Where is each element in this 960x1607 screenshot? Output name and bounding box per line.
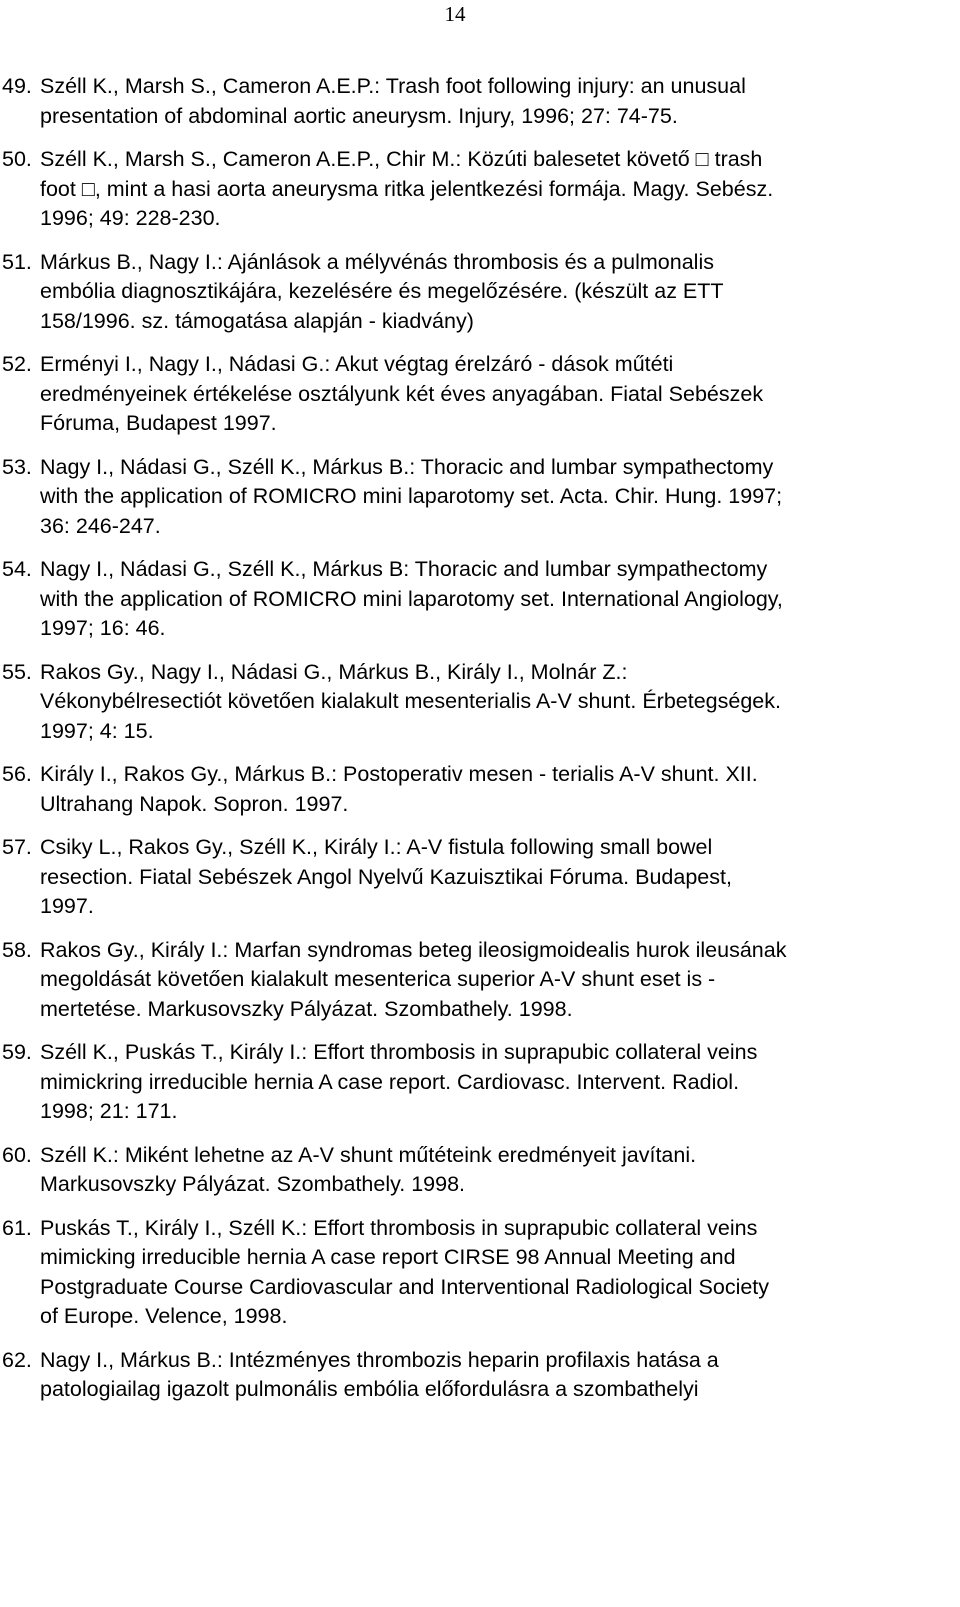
reference-item: [0, 72, 960, 131]
reference-item: [0, 1346, 960, 1405]
reference-text-line: Fóruma, Budapest 1997.: [40, 411, 277, 435]
reference-text-line: Király I., Rakos Gy., Márkus B.: Postoperativ mesen - terialis A-V shunt. XII.: [40, 762, 758, 786]
reference-item: [0, 658, 960, 747]
reference-number: 53.: [2, 454, 32, 479]
reference-number: 49.: [2, 74, 32, 98]
reference-text-line: 36: 246-247.: [40, 513, 161, 538]
reference-number: 59.: [2, 1040, 32, 1064]
reference-text-line: Nagy I., Nádasi G., Széll K., Márkus B: Thoracic and lumbar sympathectomy: [40, 557, 768, 581]
reference-number: 62.: [2, 1347, 32, 1372]
reference-text-line: Vékonybélresectiót követően kialakult mesenterialis A-V shunt. Érbetegségek.: [40, 689, 781, 713]
reference-item: [0, 1038, 960, 1127]
reference-text-line: Nagy I., Nádasi G., Széll K., Márkus B.: Thoracic and lumbar sympathectomy: [40, 454, 774, 479]
reference-text-line: Ultrahang Napok. Sopron. 1997.: [40, 791, 349, 816]
page-number: 14: [444, 2, 466, 26]
reference-item: [0, 1214, 960, 1332]
reference-text-line: Széll K., Marsh S., Cameron A.E.P., Chir M.: Közúti balesetet követő □ trash: [40, 147, 763, 171]
reference-text-line: Széll K., Marsh S., Cameron A.E.P.: Trash foot following injury: an unusual: [40, 74, 746, 98]
reference-text-line: with the application of ROMICRO mini laparotomy set. International Angiology,: [40, 586, 783, 611]
reference-item: [0, 350, 960, 439]
reference-number: 54.: [2, 557, 32, 581]
reference-number: 61.: [2, 1215, 32, 1240]
reference-text-line: Széll K.: Miként lehetne az A-V shunt műtéteink eredményeit javítani.: [40, 1142, 697, 1167]
reference-text-line: embólia diagnosztikájára, kezelésére és megelőzésére. (készült az ETT: [40, 279, 724, 303]
reference-text-line: of Europe. Velence, 1998.: [40, 1304, 288, 1328]
reference-text-line: 1997; 16: 46.: [40, 616, 166, 640]
reference-text-line: mertetése. Markusovszky Pályázat. Szombathely. 1998.: [40, 996, 573, 1021]
reference-number: 58.: [2, 937, 32, 962]
reference-number: 50.: [2, 147, 32, 171]
reference-item: [0, 1141, 960, 1200]
reference-text-line: Nagy I., Márkus B.: Intézményes thrombozis heparin profilaxis hatása a: [40, 1347, 719, 1372]
reference-item: [0, 833, 960, 922]
reference-number: 52.: [2, 352, 32, 376]
reference-number: 56.: [2, 762, 32, 786]
reference-item: [0, 936, 960, 1025]
reference-item: [0, 453, 960, 542]
reference-text-line: foot □, mint a hasi aorta aneurysma ritka jelentkezési formája. Magy. Sebész.: [40, 176, 774, 201]
reference-number: 60.: [2, 1142, 32, 1167]
reference-text-line: Erményi I., Nagy I., Nádasi G.: Akut végtag érelzáró - dások műtéti: [40, 352, 674, 376]
reference-text-line: megoldását követően kialakult mesenterica superior A-V shunt eset is -: [40, 967, 716, 991]
reference-text-line: Puskás T., Király I., Széll K.: Effort thrombosis in suprapubic collateral veins: [40, 1215, 758, 1240]
reference-text-line: Márkus B., Nagy I.: Ajánlások a mélyvénás thrombosis és a pulmonalis: [40, 249, 714, 274]
reference-item: [0, 760, 960, 819]
reference-text-line: Széll K., Puskás T., Király I.: Effort thrombosis in suprapubic collateral veins: [40, 1040, 758, 1064]
reference-text-line: Csiky L., Rakos Gy., Széll K., Király I.: A-V fistula following small bowel: [40, 835, 713, 859]
reference-text-line: resection. Fiatal Sebészek Angol Nyelvű Kazuisztikai Fóruma. Budapest,: [40, 864, 732, 889]
reference-item: [0, 555, 960, 644]
reference-text-line: 158/1996. sz. támogatása alapján - kiadvány): [40, 308, 474, 333]
reference-text-line: Postgraduate Course Cardiovascular and Interventional Radiological Society: [40, 1274, 770, 1299]
reference-list: [0, 72, 960, 1419]
reference-text-line: presentation of abdominal aortic aneurysm. Injury, 1996; 27: 74-75.: [40, 103, 678, 128]
reference-text-line: Markusovszky Pályázat. Szombathely. 1998.: [40, 1172, 466, 1196]
reference-text-line: eredményeinek értékelése osztályunk két éves anyagában. Fiatal Sebészek: [40, 381, 764, 406]
reference-text-line: Rakos Gy., Nagy I., Nádasi G., Márkus B., Király I., Molnár Z.:: [40, 659, 628, 684]
reference-item: [0, 248, 960, 337]
reference-text-line: 1998; 21: 171.: [40, 1099, 178, 1123]
reference-text-line: 1997.: [40, 894, 94, 918]
reference-item: [0, 145, 960, 234]
reference-text-line: with the application of ROMICRO mini laparotomy set. Acta. Chir. Hung. 1997;: [40, 484, 783, 508]
reference-number: 57.: [2, 835, 32, 859]
reference-text-line: mimickring irreducible hernia A case report. Cardiovasc. Intervent. Radiol.: [40, 1069, 740, 1094]
reference-text-line: 1996; 49: 228-230.: [40, 206, 221, 230]
reference-number: 51.: [2, 249, 32, 274]
reference-text-line: mimicking irreducible hernia A case report CIRSE 98 Annual Meeting and: [40, 1245, 736, 1269]
reference-text-line: 1997; 4: 15.: [40, 718, 154, 743]
reference-text-line: Rakos Gy., Király I.: Marfan syndromas beteg ileosigmoidealis hurok ileusának: [40, 937, 787, 962]
reference-text-line: patologiailag igazolt pulmonális embólia előfordulásra a szombathelyi: [40, 1377, 699, 1401]
reference-number: 55.: [2, 659, 32, 684]
